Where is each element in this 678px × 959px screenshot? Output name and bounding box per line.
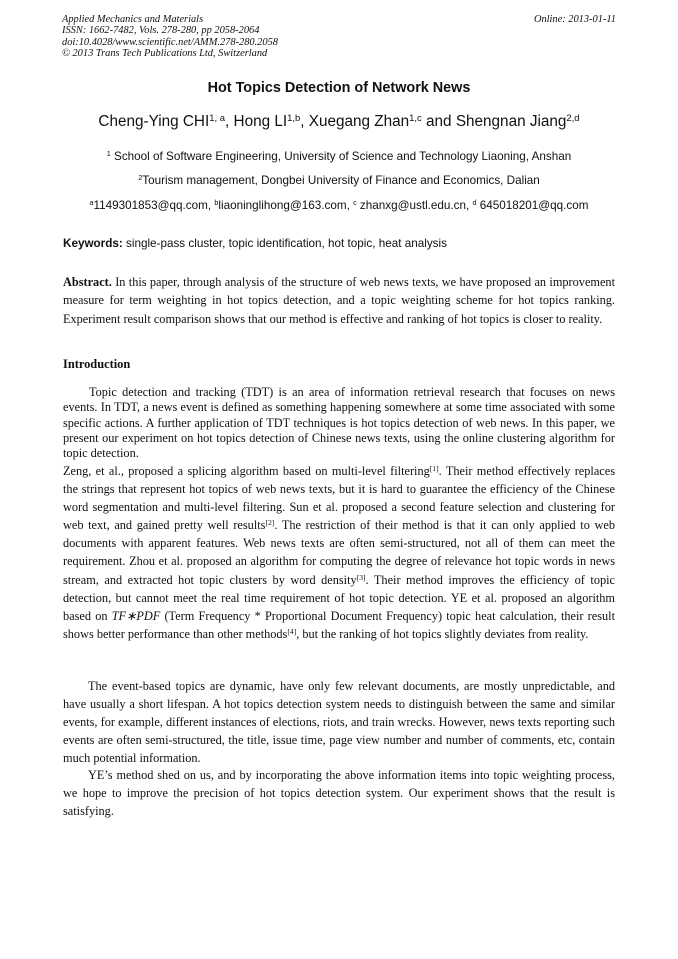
- affiliation-2: [0, 174, 678, 187]
- affiliation-1: [0, 150, 678, 163]
- email-mark: c: [353, 198, 357, 208]
- paragraph: Topic detection and tracking (TDT) is an area of information retrieval research that focuses on news events. In TDT, a news event is defined as something happening somewhere at some time associated with some specific actions. A further application of TDT techniques is hot topics detection of web news. In this paper, we present our experiment on hot topics detection of Chinese news texts, using the online clustering algorithm for topic detection.: [63, 385, 615, 461]
- author-affiliation-mark: 1, a: [209, 112, 226, 124]
- author-affiliation-mark: 2,d: [566, 112, 580, 124]
- issn-line: ISSN: 1662-7482, Vols. 278-280, pp 2058-2064: [62, 25, 260, 37]
- email-mark: b: [214, 198, 219, 208]
- citation-link[interactable]: [1]: [429, 463, 439, 473]
- author-emails: [0, 199, 678, 212]
- abstract-text: In this paper, through analysis of the structure of web news texts, we have proposed an improvement measure for term weighting in hot topics detection, and a topic weighting scheme for hot topics ranking. Experiment result comparison shows that our method is effective and ranking of hot topics is closer to reality.: [63, 275, 615, 326]
- paragraph: The event-based topics are dynamic, have only few relevant documents, are mostly unpredictable, and have usually a short lifespan. A hot topics detection system needs to distinguish between the same and similar events, for example, different instances of elections, riots, and train wrecks. However, news texts reporting such events are often semi-structured, the title, issue time, page view number and number of comments, etc, contain much potential information.: [63, 679, 615, 766]
- author-name: Cheng-Ying CHI: [98, 113, 210, 130]
- affiliation-text: Tourism management, Dongbei University of Finance and Economics, Dalian: [142, 174, 540, 187]
- math-expression: TF∗PDF: [111, 608, 161, 623]
- paragraph-text: . The restriction of their method is that it can only applied to web documents with apparent features. Web news texts are often semi-structured, not all of them can meet the requirement. Zhou et al. proposed an algorithm for computing the degree of relevance hot topic words in news stream, and extracted hot topic clusters by word density: [63, 518, 615, 587]
- affiliation-mark: 2: [138, 173, 143, 183]
- affiliation-text: School of Software Engineering, University of Science and Technology Liaoning, Anshan: [110, 150, 572, 163]
- author-separator: ,: [300, 113, 309, 130]
- journal-name: Applied Mechanics and Materials: [62, 14, 204, 25]
- affiliation-mark: 1: [106, 149, 111, 159]
- copyright-line: © 2013 Trans Tech Publications Ltd, Switzerland: [62, 47, 268, 59]
- doi-line: doi:10.4028/www.scientific.net/AMM.278-280.2058: [62, 36, 278, 48]
- citation-link[interactable]: [2]: [265, 518, 275, 528]
- author-list: [0, 113, 678, 131]
- author-name: Hong LI: [233, 113, 288, 130]
- paragraph-text: (Term Frequency * Proportional Document Frequency) topic heat calculation, their result shows better performance than other methods: [63, 608, 615, 641]
- section-heading-introduction: Introduction: [63, 357, 131, 371]
- paper-title: Hot Topics Detection of Network News: [207, 80, 471, 96]
- paragraph: YE’s method shed on us, and by incorporating the above information items into topic weighting process, we hope to improve the precision of hot topics detection system. Our experiment shows that the result is satisfying.: [63, 768, 615, 819]
- author-separator: ,: [225, 113, 234, 130]
- abstract-label: Abstract.: [63, 275, 112, 289]
- keywords: [63, 237, 616, 250]
- email-address: liaoninglihong@163.com,: [218, 199, 354, 212]
- author-affiliation-mark: 1,b: [287, 112, 301, 124]
- email-mark: d: [472, 198, 477, 208]
- email-address: zhanxg@ustl.edu.cn,: [356, 199, 473, 212]
- citation-link[interactable]: [4]: [287, 626, 297, 636]
- keywords-label: Keywords:: [63, 237, 123, 250]
- journal-header: [62, 14, 616, 59]
- paragraph-text: Zeng, et al., proposed a splicing algorithm based on multi-level filtering: [63, 464, 430, 478]
- author-name: Shengnan Jiang: [455, 113, 567, 130]
- author-name: Xuegang Zhan: [308, 113, 410, 130]
- keywords-text: single-pass cluster, topic identification, hot topic, heat analysis: [122, 237, 447, 250]
- email-address: 1149301853@qq.com,: [93, 199, 215, 212]
- paragraph-text: . Their method effectively replaces the strings that represent hot topics of web news texts, but it is hard to guarantee the efficiency of the Chinese word segmentation and multi-level filtering. Sun et al. proposed a second feature selection and clustering for web text, and gained pretty well results: [63, 464, 615, 533]
- online-date: Online: 2013-01-11: [533, 14, 616, 25]
- email-address: 645018201@qq.com: [476, 199, 589, 212]
- author-separator: and: [421, 113, 456, 130]
- author-affiliation-mark: 1,c: [409, 112, 422, 124]
- paragraph-text: . Their method improves the efficiency of topic detection, but cannot meet the real time requirement of hot topic detection. YE et al. proposed an algorithm based on: [63, 572, 615, 623]
- abstract: [63, 273, 615, 328]
- paragraph: [63, 462, 615, 643]
- email-mark: a: [89, 198, 94, 208]
- paragraph-text: , but the ranking of hot topics slightly deviates from reality.: [296, 626, 589, 641]
- citation-link[interactable]: [3]: [356, 572, 366, 582]
